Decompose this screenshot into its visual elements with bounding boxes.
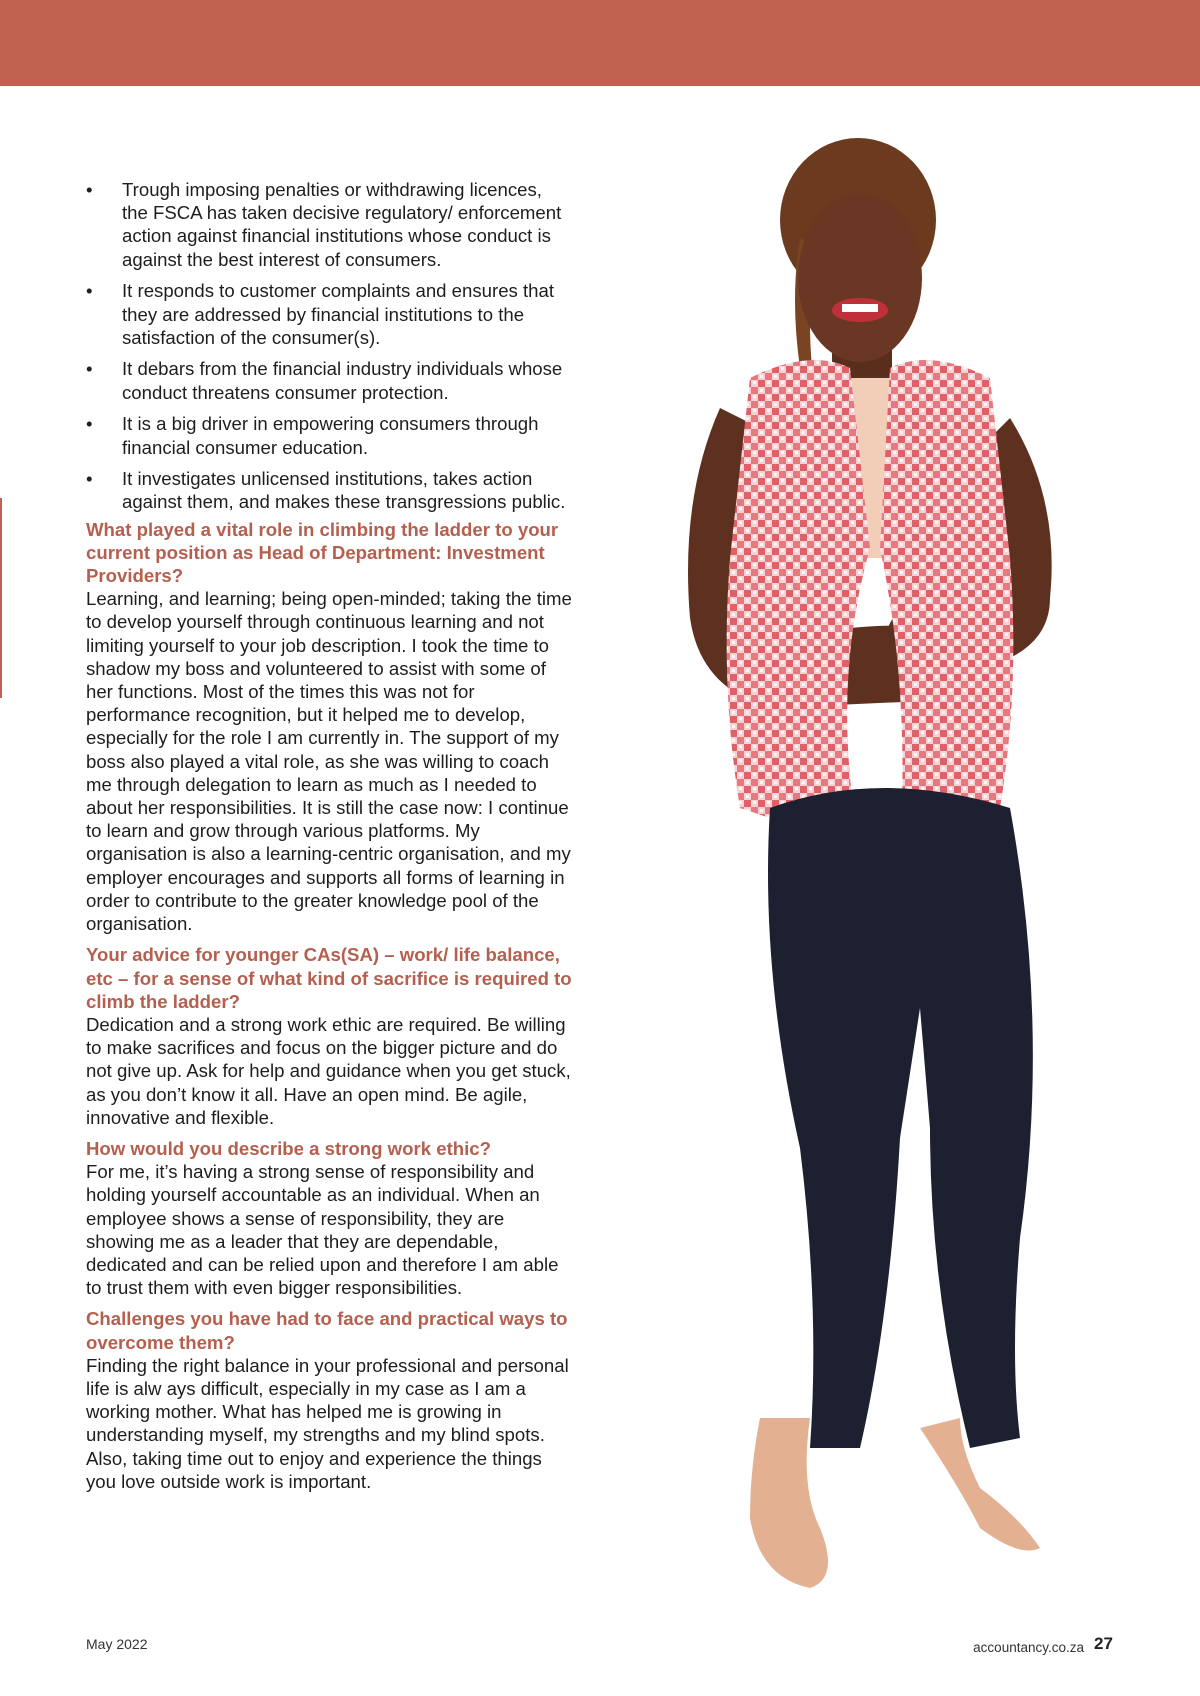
bullet-icon: •	[86, 358, 93, 380]
answer-paragraph: Dedication and a strong work ethic are required. Be willing to make sacrifices and focus on the bigger picture and do not give up. Ask for help and guidance when you get stuck, as you don’t know it all. Have an open mind. Be agile, innovative and flexible.	[86, 1013, 571, 1128]
website-url: accountancy.co.za	[973, 1640, 1084, 1655]
bullet-icon: •	[86, 280, 93, 302]
bullet-icon: •	[86, 413, 93, 435]
bullet-item	[86, 357, 572, 403]
bullet-text: It debars from the financial industry individuals whose conduct threatens consumer protection.	[122, 358, 563, 403]
question-heading: Your advice for younger CAs(SA) – work/ life balance, etc – for a sense of what kind of sacrifice is required to climb the ladder?	[86, 944, 572, 1012]
answer-paragraph: Finding the right balance in your professional and personal life is alw ays difficult, especially in my case as I am a working mother. What has helped me is growing in understanding myself, my strengths and my blind spots. Also, taking time out to enjoy and experience the things you love outside work is important.	[86, 1354, 569, 1492]
page-number: 27	[1094, 1634, 1113, 1653]
answer-paragraph: For me, it’s having a strong sense of responsibility and holding yourself accountable as an individual. When an employee shows a sense of responsibility, they are showing me as a leader that they are dependable, dedicated and can be relied upon and therefore I am able to trust them with even bigger responsibilities.	[86, 1161, 559, 1299]
left-accent-rule	[0, 498, 2, 698]
portrait-photo	[660, 128, 1130, 1608]
bullet-icon: •	[86, 179, 93, 200]
article-column	[86, 178, 572, 1501]
bullet-item	[86, 467, 572, 513]
header-color-band	[0, 0, 1200, 86]
issue-date: May 2022	[86, 1636, 148, 1652]
bullet-text: Trough imposing penalties or withdrawing licences, the FSCA has taken decisive regulatory/ enforcement action against financial institutions whose conduct is against the best interest of consumers.	[122, 179, 562, 270]
bullet-item	[86, 412, 572, 458]
bullet-text: It investigates unlicensed institutions, takes action against them, and makes these transgressions public.	[122, 468, 566, 513]
bullet-list	[86, 178, 572, 514]
question-heading: What played a vital role in climbing the ladder to your current position as Head of Department: Investment Providers?	[86, 518, 559, 587]
answer-paragraph: Learning, and learning; being open-minded; taking the time to develop yourself through continuous learning and not limiting yourself to your job description. I took the time to shadow my boss and volunteered to assist with some of her functions. Most of the times this was not for performance recognition, but it helped me to develop, especially for the role I am currently in. The support of my boss also played a vital role, as she was willing to coach me through delegation to learn as much as I needed to about her responsibilities. It is still the case now: I continue to learn and grow through various platforms. My organisation is also a learning-centric organisation, and my employer encourages and supports all forms of learning in order to contribute to the greater knowledge pool of the organisation.	[86, 588, 572, 935]
bullet-text: It responds to customer complaints and ensures that they are addressed by financial institutions to the satisfaction of the consumer(s).	[122, 280, 555, 348]
bullet-text: It is a big driver in empowering consumers through financial consumer education.	[122, 413, 539, 458]
bullet-icon: •	[86, 468, 93, 490]
bullet-item	[86, 279, 572, 349]
question-heading: How would you describe a strong work ethic?	[86, 1137, 491, 1159]
question-heading: Challenges you have had to face and practical ways to overcome them?	[86, 1308, 568, 1353]
bullet-item	[86, 178, 572, 271]
